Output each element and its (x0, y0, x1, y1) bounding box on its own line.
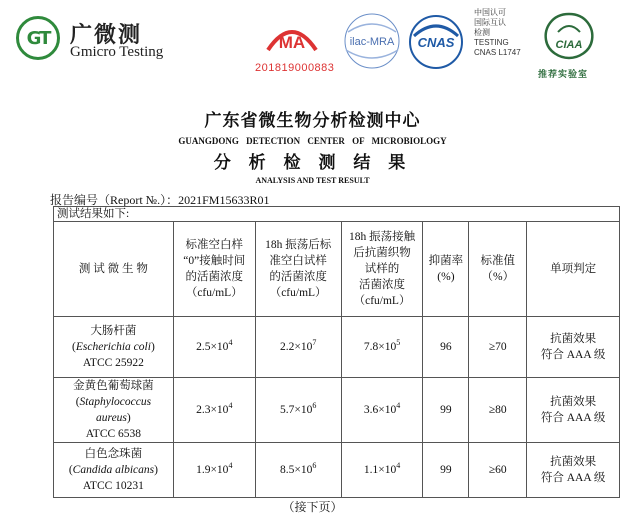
center-title-cn: 广东省微生物分析检测中心 (204, 111, 421, 131)
sample-18h-cell (341, 378, 423, 443)
value-base: 8.5×10 (279, 464, 313, 476)
table-row (54, 378, 620, 443)
ciaa-logo (540, 10, 598, 62)
report-number: 报告编号（Report №.）：2021FM15633R01 (50, 193, 270, 207)
table-row (54, 443, 620, 498)
ma-number: 201819000883 (255, 62, 335, 74)
blank-18h-cell (255, 317, 341, 378)
value-base: 5.7×10 (279, 404, 313, 416)
value-base: 2.2×10 (279, 341, 313, 353)
judgement-line: 符合 AAA 级 (540, 349, 606, 361)
header-line: 的活菌浓度 (185, 271, 243, 283)
header-line: 试样的 (364, 263, 400, 275)
organism-latin: (Candida albicans) (68, 464, 158, 476)
gmicro-logo-text: GT (26, 27, 50, 49)
judgement-line: 符合 AAA 级 (540, 412, 606, 424)
header-line: 标准空白样 (185, 239, 243, 251)
value-base: 1.9×10 (196, 464, 229, 476)
blank-0h-cell (173, 317, 255, 378)
organism-cell (54, 443, 174, 498)
header-standard (469, 222, 527, 317)
value-exp: 5 (396, 338, 401, 348)
organism-cn: 金黄色葡萄球菌 (73, 380, 154, 392)
cnas-line: TESTING (474, 38, 509, 47)
blank-0h-cell (173, 378, 255, 443)
judgement-cell (527, 443, 620, 498)
header-line: 标准值 (480, 255, 516, 267)
value-exp: 4 (228, 401, 233, 411)
blank-18h-cell (255, 378, 341, 443)
organism-latin: (Staphylococcus (75, 396, 152, 408)
value-base: 1.1×10 (363, 464, 397, 476)
organism-latin-name: aureus (96, 412, 127, 424)
value-base: 7.8×10 (363, 341, 397, 353)
value-exp: 4 (396, 461, 401, 471)
organism-cell (54, 378, 174, 443)
value-base: 2.3×10 (196, 404, 229, 416)
rate-cell: 99 (423, 378, 469, 443)
value-exp: 4 (228, 461, 233, 471)
report-title-en: ANALYSIS AND TEST RESULT (255, 176, 370, 185)
value-base: 3.6×10 (363, 404, 397, 416)
results-table (53, 206, 620, 498)
brand-name-en: Gmicro Testing (70, 44, 164, 60)
cnas-line: 国际互认 (474, 18, 506, 27)
organism-strain: ATCC 6538 (85, 428, 142, 440)
brand-name-cn: 广微测 (70, 23, 143, 48)
continued-note: （接下页） (282, 500, 343, 514)
gmicro-logo (16, 16, 60, 60)
header-judgement: 单项判定 (527, 222, 620, 317)
header-line: “0”接触时间 (183, 255, 246, 267)
organism-strain: ATCC 25922 (82, 357, 144, 369)
cnas-logo-text: CNAS (417, 35, 455, 50)
organism-latin-name: Staphylococcus (79, 396, 152, 408)
value-exp: 6 (312, 401, 317, 411)
header-line: 后抗菌织物 (353, 247, 411, 259)
ilac-mra-logo (340, 12, 404, 70)
header-organism: 测 试 微 生 物 (54, 222, 174, 317)
ma-seal-icon (262, 20, 322, 52)
value-exp: 4 (228, 338, 233, 348)
judgement-line: 抗菌效果 (550, 396, 597, 408)
value-exp: 6 (312, 461, 317, 471)
header-line: 准空白试样 (269, 255, 327, 267)
rate-cell: 99 (423, 443, 469, 498)
header-blank-18h (255, 222, 341, 317)
ma-seal-text: MA (278, 33, 306, 52)
header-line: （cfu/mL） (269, 287, 327, 299)
header-rate (423, 222, 469, 317)
table-intro-row (54, 207, 620, 222)
header-line: （%） (481, 271, 515, 283)
judgement-cell (527, 378, 620, 443)
value-exp: 7 (312, 338, 317, 348)
header-line: 18h 振荡后标 (265, 239, 332, 251)
header-line: 活菌浓度 (359, 279, 406, 291)
ciaa-label: 推荐实验室 (538, 70, 589, 80)
organism-cell (54, 317, 174, 378)
organism-latin-name: Escherichia coli (75, 341, 151, 353)
standard-cell: ≥80 (469, 378, 527, 443)
judgement-line: 符合 AAA 级 (540, 472, 606, 484)
judgement-line: 抗菌效果 (550, 333, 597, 345)
table-intro: 测试结果如下: (54, 207, 620, 222)
organism-latin: aureus) (96, 412, 131, 424)
header-line: （cfu/mL） (185, 287, 243, 299)
judgement-line: 抗菌效果 (550, 456, 597, 468)
organism-cn: 大肠杆菌 (90, 325, 137, 337)
standard-cell: ≥70 (469, 317, 527, 378)
table-header-row (54, 222, 620, 317)
value-base: 2.5×10 (196, 341, 229, 353)
cnas-logo (408, 14, 464, 70)
table-row (54, 317, 620, 378)
cnas-accreditation-text (474, 8, 521, 58)
blank-18h-cell (255, 443, 341, 498)
center-title-en: GUANGDONG DETECTION CENTER OF MICROBIOLOGY (178, 136, 447, 146)
judgement-cell (527, 317, 620, 378)
organism-strain: ATCC 10231 (82, 480, 144, 492)
report-title-cn: 分 析 检 测 结 果 (213, 153, 412, 173)
header-sample-18h (341, 222, 423, 317)
cnas-line: CNAS L1747 (474, 48, 521, 57)
cnas-line: 检测 (474, 28, 490, 37)
ciaa-logo-text: CIAA (555, 39, 583, 51)
standard-cell: ≥60 (469, 443, 527, 498)
organism-latin-name: Candida albicans (72, 464, 155, 476)
ilac-mra-text: ilac-MRA (349, 36, 395, 48)
header-line: （cfu/mL） (353, 295, 411, 307)
blank-0h-cell (173, 443, 255, 498)
value-exp: 4 (396, 401, 401, 411)
sample-18h-cell (341, 317, 423, 378)
sample-18h-cell (341, 443, 423, 498)
header-line: (%) (437, 271, 455, 283)
header-blank-0h (173, 222, 255, 317)
organism-latin: (Escherichia coli) (72, 341, 155, 353)
header-line: 18h 振荡接触 (348, 231, 416, 243)
header-line: 的活菌浓度 (269, 271, 327, 283)
cnas-line: 中国认可 (474, 8, 506, 17)
header-line: 抑菌率 (428, 255, 464, 267)
organism-cn: 白色念珠菌 (84, 448, 143, 460)
rate-cell: 96 (423, 317, 469, 378)
